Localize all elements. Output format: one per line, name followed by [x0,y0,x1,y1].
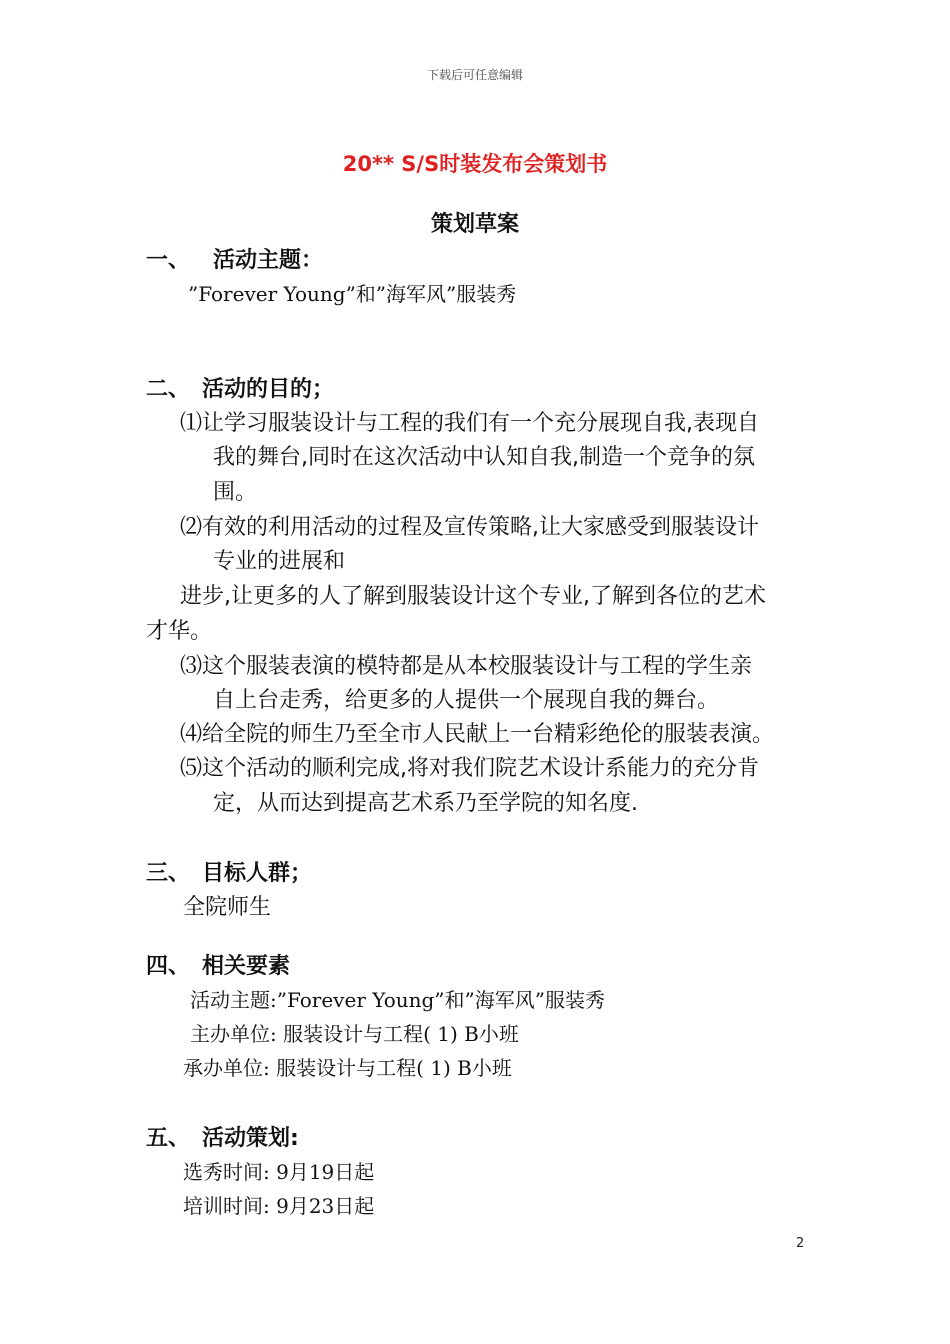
section-2-paragraph-2c: 进步,让更多的人了解到服装设计这个专业,了解到各位的艺术 [180,584,766,609]
section-2-paragraph-2a: ⑵有效的利用活动的过程及宣传策略,让大家感受到服装设计 [180,515,759,540]
section-2-paragraph-2d: 才华。 [146,619,213,644]
section-2-paragraph-3b: 自上台走秀，给更多的人提供一个展现自我的舞台。 [213,688,720,713]
section-2-paragraph-3a: ⑶这个服装表演的模特都是从本校服装设计与工程的学生亲 [180,654,753,679]
section-3-line: 全院师生 [183,895,272,920]
section-1-line: ”Forever Young”和”海军风”服装秀 [188,282,517,306]
section-2-paragraph-5b: 定，从而达到提高艺术系乃至学院的知名度. [213,791,638,816]
section-4-heading: 相关要素 [202,954,291,979]
document-subtitle: 策划草案 [430,212,519,237]
section-2-paragraph-1a: ⑴让学习服装设计与工程的我们有一个充分展现自我,表现自 [180,411,759,436]
section-4-line-1: 活动主题:”Forever Young”和”海军风”服装秀 [190,988,605,1012]
section-3-heading: 目标人群； [202,861,313,886]
section-2-heading: 活动的目的； [202,377,335,402]
section-2-paragraph-5a: ⑸这个活动的顺利完成,将对我们院艺术设计系能力的充分肯 [180,756,759,781]
header-note: 下载后可任意编辑 [426,68,523,82]
document-title: 20** S/S时装发布会策划书 [342,152,608,176]
section-4-number: 四、 [146,954,191,979]
section-4-line-2: 主办单位: 服装设计与工程( 1) B小班 [190,1022,519,1046]
section-1-number: 一、 [146,248,191,273]
section-2-number: 二、 [146,377,191,402]
section-4-line-3: 承办单位: 服装设计与工程( 1) B小班 [183,1056,512,1080]
section-5-number: 五、 [146,1126,191,1151]
section-3-number: 三、 [146,861,191,886]
section-5-line-1: 选秀时间: 9月19日起 [183,1160,375,1184]
section-2-paragraph-1c: 围。 [213,480,258,505]
section-5-line-2: 培训时间: 9月23日起 [183,1194,375,1218]
section-2-paragraph-2b: 专业的进展和 [213,549,346,574]
section-2-paragraph-1b: 我的舞台,同时在这次活动中认知自我,制造一个竞争的氛 [213,445,755,470]
section-1-heading: 活动主题： [213,248,324,273]
page-number: 2 [796,1236,805,1251]
section-5-heading: 活动策划: [202,1126,299,1151]
section-2-paragraph-4a: ⑷给全院的师生乃至全市人民献上一台精彩绝伦的服装表演。 [180,722,775,747]
